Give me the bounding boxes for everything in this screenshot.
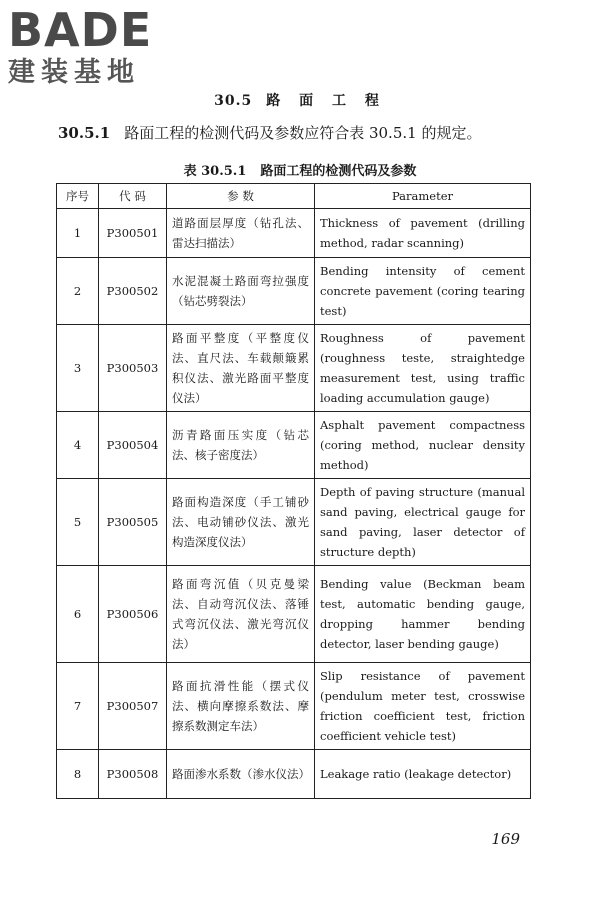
cell-param-cn: 水泥混凝土路面弯拉强度（钻芯劈裂法） [167, 258, 315, 325]
cell-no: 2 [57, 258, 99, 325]
header-param-cn: 参 数 [167, 184, 315, 209]
cell-no: 3 [57, 325, 99, 412]
cell-param-en: Leakage ratio (leakage detector) [315, 750, 531, 799]
clause-number: 30.5.1 [58, 124, 111, 142]
table-row [57, 566, 531, 663]
header-param-en: Parameter [315, 184, 531, 209]
cell-param-cn: 路面构造深度（手工铺砂法、电动铺砂仪法、激光构造深度仪法） [167, 479, 315, 566]
clause-paragraph [58, 122, 481, 143]
cell-code: P300505 [99, 479, 167, 566]
cell-code: P300504 [99, 412, 167, 479]
cell-param-cn: 路面渗水系数（渗水仪法） [167, 750, 315, 799]
cell-param-cn: 路面弯沉值（贝克曼梁法、自动弯沉仪法、落锤式弯沉仪法、激光弯沉仪法） [167, 566, 315, 663]
section-number: 30.5 [214, 93, 253, 109]
logo [8, 3, 178, 90]
table-caption [0, 160, 600, 179]
table-caption-title: 路面工程的检测代码及参数 [260, 164, 417, 179]
cell-param-en: Thickness of pavement (drilling method, radar scanning) [315, 209, 531, 258]
table-row [57, 479, 531, 566]
cell-param-en: Depth of paving structure (manual sand paving, electrical gauge for sand paving, laser detector of structure depth) [315, 479, 531, 566]
cell-code: P300501 [99, 209, 167, 258]
cell-param-cn: 路面抗滑性能（摆式仪法、横向摩擦系数法、摩擦系数测定车法） [167, 663, 315, 750]
section-heading [0, 90, 600, 110]
cell-no: 1 [57, 209, 99, 258]
page-number: 169 [491, 830, 520, 848]
cell-code: P300506 [99, 566, 167, 663]
section-title: 路 面 工 程 [266, 93, 386, 109]
cell-code: P300502 [99, 258, 167, 325]
cell-no: 7 [57, 663, 99, 750]
header-no: 序号 [57, 184, 99, 209]
cell-param-en: Bending intensity of cement concrete pavement (coring tearing test) [315, 258, 531, 325]
logo-chinese: 建装基地 [8, 57, 140, 88]
table-row [57, 258, 531, 325]
cell-param-cn: 道路面层厚度（钻孔法、雷达扫描法） [167, 209, 315, 258]
table-header-row [57, 184, 531, 209]
table-caption-number: 表 30.5.1 [183, 164, 247, 179]
cell-no: 5 [57, 479, 99, 566]
cell-param-cn: 路面平整度（平整度仪法、直尺法、车载颠簸累积仪法、激光路面平整度仪法） [167, 325, 315, 412]
cell-no: 4 [57, 412, 99, 479]
cell-param-en: Bending value (Beckman beam test, automatic bending gauge, dropping hammer bending detector, laser bending gauge) [315, 566, 531, 663]
table-row [57, 209, 531, 258]
table-row [57, 325, 531, 412]
cell-param-en: Slip resistance of pavement (pendulum meter test, crosswise friction coefficient test, friction coefficient vehicle test) [315, 663, 531, 750]
cell-param-en: Roughness of pavement (roughness teste, straightedge measurement test, using traffic loading accumulation gauge) [315, 325, 531, 412]
parameters-table [56, 183, 531, 799]
header-code: 代 码 [99, 184, 167, 209]
cell-param-en: Asphalt pavement compactness (coring method, nuclear density method) [315, 412, 531, 479]
cell-code: P300507 [99, 663, 167, 750]
logo-latin: BADE [8, 3, 153, 57]
table-row [57, 750, 531, 799]
table-row [57, 412, 531, 479]
cell-param-cn: 沥青路面压实度（钻芯法、核子密度法） [167, 412, 315, 479]
cell-code: P300503 [99, 325, 167, 412]
clause-text: 路面工程的检测代码及参数应符合表 30.5.1 的规定。 [124, 124, 482, 142]
cell-code: P300508 [99, 750, 167, 799]
cell-no: 6 [57, 566, 99, 663]
cell-no: 8 [57, 750, 99, 799]
table-row [57, 663, 531, 750]
